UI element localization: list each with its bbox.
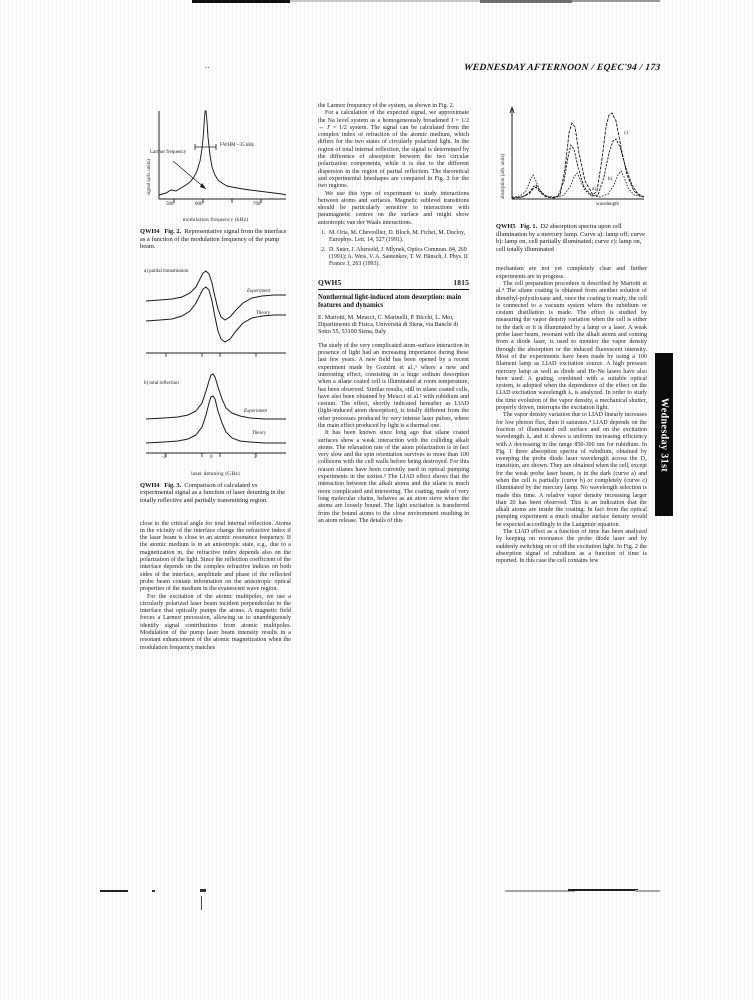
figure-qwh5-fig1-ylabel: absorption (arb. units)	[500, 153, 506, 199]
panel-b-text: b) total reflection	[144, 380, 179, 386]
scan-artifact-bottom-dot-2	[200, 889, 206, 892]
figure-qwh4-fig3-caption	[140, 482, 291, 505]
session-title: Nonthermal light-induced atom desorption: main features and dynamics	[318, 293, 462, 309]
figure-qwh4-fig3-panel-b-theory-label: Theory	[252, 430, 267, 436]
figure-qwh5-fig1-xlabel: wavelength	[596, 202, 620, 207]
figure-qwh4-fig3	[140, 265, 291, 477]
figure-qwh4-fig2	[140, 103, 291, 223]
col2-session-paragraph-0: The study of the very complicated atom-surface interaction in presence of light had an increasing importance during these last few years. A new field has been opened by a recent experiment made by Gozzini et al.,¹ where a new and interesting effect, consisting in a huge sodium desorption when a silane coated cell is illuminated at room temperature, has been observed. Similar results, still in silane coated cells, have also been obtained by Meucci et al.² with rubidium and cesium. The effect, shortly indicated hereafter as LIAD (light-induced atom desorption), is totally different from the other processes produced by very intense laser pulses, where the main effect produced by light is a thermal one.	[318, 342, 469, 429]
col3-paragraph-0: mechanism are not yet completely clear and further experiments are in progress.	[496, 266, 647, 280]
figure-qwh4-fig3-panel-b-label	[144, 381, 192, 387]
col1-paragraph-0: close to the critical angle for total internal reflection. Atoms in the vicinity of the interface change the refractive index if the laser beam is close to an atomic resonance frequency. If the atomic medium is in an anisotropic state, e.g., due to a magnetization m, the refractive index depends also on the polarization of the light. Since the reflection coefficient of the interface depends on the complex refractive indices on both sides of the interface, amplitude and phase of the reflected probe beam contain information on the anisotropic optical properties of the medium in the evanescent wave region.	[140, 520, 291, 593]
scan-artifact-top-2	[290, 0, 480, 2]
figure-qwh5-fig1	[496, 103, 647, 221]
figure-qwh4-fig3-xlabel: laser detuning (GHz)	[191, 470, 240, 477]
figure-qwh4-fig2-fwhm-annotation: FWHM ~35 kHz	[220, 143, 255, 148]
figure-qwh4-fig3-panel-a-label	[144, 269, 196, 275]
col2-paragraph-0: the Larmor frequency of the system, as shown in Fig. 2.	[318, 103, 455, 109]
day-tab-label: Wednesday 31st	[658, 397, 670, 472]
figure-qwh4-fig3-xtick-2: 2	[254, 454, 257, 460]
figure-qwh4-fig2-larmor-annotation	[150, 150, 188, 156]
column-left	[140, 103, 291, 652]
figure-qwh4-fig3-xtick-1: 0	[210, 454, 213, 460]
figure-qwh4-fig3-panel-a-theory-label: Theory	[256, 310, 271, 316]
reference-list	[318, 230, 469, 268]
col2-paragraph-2: We use this type of experiment to study interactions between atoms and surfaces. Magnetic sublevel transitions should be particularly sensitive to interactions with paramagnetic centres on the surface and might show anisotropic van der Waals interactions.	[318, 190, 469, 226]
reference-item: 1. M. Oria, M. Chevrollier, D. Bloch, M. Fichet, M. Ducloy, Europhys. Lett. 14, 527 (1991).	[327, 230, 469, 244]
figure-qwh4-fig2-xtick-1: 600	[195, 202, 203, 207]
figure-qwh4-fig2-plot	[140, 103, 291, 215]
col2-session-paragraph-1: It has been known since long ago that silane coated surfaces show a weak interaction with the colliding alkali atoms. The relaxation rate of the atom polarization is in fact very slow and the spin orientation survives to more than 100 collisions with the cell walls before being destroyed. For this reason silanes have been currently used in optical pumping experiments in the sixties.³ The LIAD effect shows that the interaction between the alkali atoms and the silane is much more complicated and interesting. The coating, made of very long molecular chains, behaves as an atom sieve where the atoms are loosely bound. The light excitation is transferred from the bound atoms to the close environment resulting in an atom release. The details of this	[318, 430, 469, 524]
scan-speck: ..	[205, 60, 210, 70]
figure-qwh4-fig3-xtick-0: -2	[162, 454, 167, 460]
figure-qwh4-fig2-caption	[140, 228, 291, 251]
reference-item: 2. D. Suter, J. Abersold, J. Mlynek, Optics Commun. 84, 269 (1991); A. Weis, V. A. Sautenkov, T. W. Hänsch, J. Phys. II France 3, 263 (1993).	[327, 247, 469, 268]
scan-artifact-bottom-2	[505, 890, 575, 892]
figure-qwh4-fig2-ylabel: signal (arb. units)	[146, 159, 152, 195]
figure-qwh4-fig3-code: QWH4	[140, 481, 160, 489]
figure-qwh5-fig1-plot	[496, 103, 647, 215]
col1-paragraph-1: For the excitation of the atomic multipoles, we use a circularly polarized laser beam incident perpendicular to the interface that optically pumps the atoms. A magnetic field forces a Larmor precession, allowing us to unambiguously identify signal contributions from atomic multipoles. Modulation of the pump laser beam intensity results in a resonant enhancement of the atomic magnetization when the modulation frequency matches	[140, 593, 291, 651]
col3-paragraph-1: The cell preparation procedure is described by Mariotti et al.⁴ The silane coating is obtained from another solution of dimethyl-polysiloxane and, once the coating is ready, the cell is connected to a vacuum system where the rubidium or cesium distillation is made. The effect is studied by measuring the vapor density variation when the cell is either in the dark or it is illuminated by a lamp or a laser. A weak probe laser beam, resonant with the alkali atoms and coming from a diode laser, is used to monitor the vapor density through the absorption or the induced fluorescent intensity. Most of the experiments have been made by using a 100 filament lamp as LIAD excitation source. A high pressure mercury lamp as well as diode and He-Ne lasers have also been used. A grating, combined with a suitable optical system, is adopted when the dependence of the effect on the LIAD excitation wavelength λₑ is analyzed. In order to study the time evolution of the vapor density, a mechanical shutter, properly driven, interrupts the excitation light.	[496, 280, 647, 412]
page-sheet	[130, 45, 675, 865]
figure-qwh5-fig1-curve-label-a: a)	[592, 187, 596, 192]
col3-paragraph-2: The vapor density variation due to LIAD linearly increases for low photon flux, then it saturates.⁴ LIAD depends on the fraction of illuminated cell surface and on the excitation wavelength λₑ and it shows a uniform increasing efficiency with λ decreasing in the range 850-300 nm for rubidium. In Fig. 1 three absorption spectra of rubidium, obtained by sweeping the probe diode laser wavelength across the D₂ transition, are shown. They are obtained when the cell, except for the weak probe laser beam, is in the dark (curve a) and when the cell is partially (curve b) or completely (curve c) illuminated by the mercury lamp. No wavelength selection is made this time. A relative vapor density increasing larger than 20 has been observed. This is an indication that the alkali atoms are inside the coating. In fact from the optical pumping experiment a much smaller surface density would be expected accordingly to the Langmuir equation.	[496, 412, 647, 528]
figure-qwh4-fig3-panel-a-plot	[140, 265, 291, 369]
col3-paragraph-3: The LIAD effect as a function of time has been analyzed by keeping on resonance the probe diode laser and by suddenly switching on or off the excitation light. In Fig. 2 the absorption signal of rubidium as a function of time is reported. In this case the cell contains few	[496, 529, 647, 565]
figure-qwh5-fig1-code: QWH5	[496, 223, 516, 230]
figure-qwh4-fig3-panel-b-experiment-label: Experiment	[244, 408, 268, 414]
session-time: 1815	[453, 277, 469, 287]
column-right	[496, 103, 647, 566]
scan-artifact-bottom-dot-3	[201, 896, 202, 910]
panel-a-text: a) partial transmission	[144, 268, 189, 274]
figure-qwh5-fig1-caption-text: D2 absorption spectra upon cell illumination by a mercury lamp. Curve a): lamp off; curve b): lamp on, cell partially illuminated; curve c): lamp on, cell totally illuminated	[496, 223, 645, 253]
session-heading-qwh5	[318, 278, 469, 337]
figure-qwh5-fig1-caption	[496, 223, 647, 253]
col2-paragraph-1: For a calculation of the expected signal, we approximate the Na level system as a homogeneously broadened J = 1/2 ↔ J' = 1/2 system. The signal can be calculated from the complex index of refraction of the atomic medium, which differs for the two states of circularly polarized light. In the region of total internal reflection, the signal is determined by the difference of absorption between the two circular polarization components, while it is due to the different dispersion in the region of partial reflection. The theoretical and experimental lineshapes are compared in Fig. 3 for the two regions.	[318, 110, 469, 190]
figure-qwh4-fig3-panel-a-experiment-label: Experiment	[247, 288, 271, 294]
session-rule	[318, 289, 469, 290]
scan-artifact-bottom-1	[100, 890, 128, 892]
session-authors: E. Mariotti, M. Meucci, C. Marinelli, P. Bicchi, L. Moi, Dipartimento di Fisica, Università di Siena, via Banchi di Sotto 55, 53100 Siena, Italy	[318, 314, 459, 336]
figure-qwh4-fig3-figno: Fig. 3.	[164, 481, 182, 489]
figure-qwh4-fig2-caption-text: Representative signal from the interface as a function of the modulation frequency of the pump beam.	[140, 228, 287, 251]
figure-qwh4-fig3-caption-text: Comparison of calculated vs experimental signal as a function of laser detuning in the totally reflective and partially transmitting region.	[140, 481, 285, 504]
figure-qwh5-fig1-curve-label-b: b)	[608, 177, 613, 182]
figure-qwh4-fig2-xtick-0: 500	[166, 202, 174, 207]
figure-qwh5-fig1-curve-label-c: c)	[624, 131, 628, 136]
larmor-text: Larmor frequency	[150, 150, 187, 155]
scan-artifact-top-4	[572, 0, 660, 2]
scan-artifact-bottom-3	[568, 889, 638, 891]
figure-qwh4-fig2-figno: Fig. 2.	[164, 228, 182, 235]
session-code: QWH5	[318, 277, 342, 287]
column-middle	[318, 103, 469, 525]
figure-qwh4-fig2-xlabel: modulation frequency (kHz)	[182, 217, 249, 223]
figure-qwh5-fig1-figno: Fig. 1.	[520, 223, 538, 230]
running-head: WEDNESDAY AFTERNOON / EQEC'94 / 173	[463, 63, 661, 73]
figure-qwh4-fig2-xtick-2: 700	[253, 202, 261, 207]
scan-artifact-bottom-dot-1	[152, 890, 155, 892]
figure-qwh4-fig2-code: QWH4	[140, 228, 160, 235]
scan-artifact-top-3	[480, 0, 572, 3]
scan-artifact-top-1	[192, 0, 290, 3]
scan-artifact-bottom-4	[635, 890, 660, 892]
